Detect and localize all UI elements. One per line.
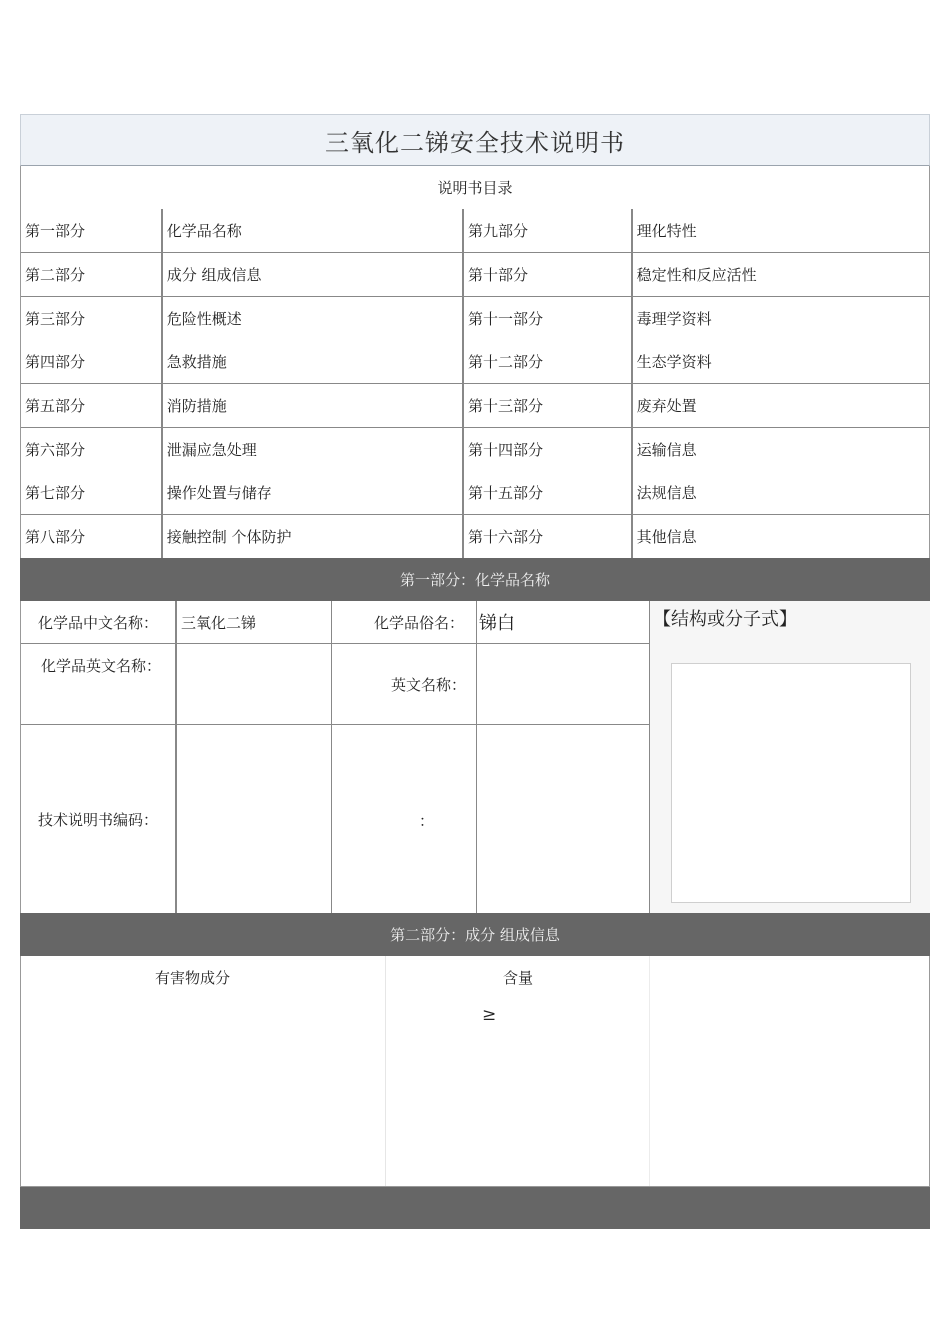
toc-part: 第七部分 xyxy=(25,484,86,502)
table-of-contents xyxy=(20,166,930,558)
toc-title: 危险性概述 xyxy=(161,297,462,340)
toc-part: 第十部分 xyxy=(462,253,631,296)
section2-table xyxy=(20,956,930,1187)
section1-heading: 第一部分：化学品名称 xyxy=(20,558,930,601)
grid-line xyxy=(175,601,177,913)
section1-table xyxy=(20,601,930,913)
toc-title: 毒理学资料 xyxy=(631,297,929,340)
toc-title: 操作处置与储存 xyxy=(161,471,462,514)
toc-title: 废弃处置 xyxy=(631,384,929,427)
toc-part: 第八部分 xyxy=(25,528,86,546)
toc-row xyxy=(21,515,929,558)
structure-label: 【结构或分子式】 xyxy=(653,609,797,630)
toc-row xyxy=(21,471,929,515)
toc-row xyxy=(21,297,929,340)
toc-title: 泄漏应急处理 xyxy=(161,428,462,471)
toc-part: 第五部分 xyxy=(25,397,86,415)
component-column-header: 有害物成分 xyxy=(155,968,231,987)
toc-title: 化学品名称 xyxy=(161,209,462,252)
grid-line xyxy=(331,601,332,913)
toc-row xyxy=(21,209,929,253)
cn-name-value: 三氧化二锑 xyxy=(181,613,257,632)
toc-title: 急救措施 xyxy=(161,340,462,383)
toc-title: 法规信息 xyxy=(631,471,929,514)
toc-title: 运输信息 xyxy=(631,428,929,471)
content-value: ≥ xyxy=(482,1005,497,1025)
toc-part: 第二部分 xyxy=(25,266,86,284)
content-column-header: 含量 xyxy=(503,968,534,987)
toc-part: 第十三部分 xyxy=(462,384,631,427)
toc-heading: 说明书目录 xyxy=(437,179,513,197)
toc-title: 其他信息 xyxy=(631,515,929,558)
document-title: 三氧化二锑安全技术说明书 xyxy=(20,114,930,166)
toc-title: 接触控制 个体防护 xyxy=(161,515,462,558)
toc-part: 第三部分 xyxy=(25,310,86,328)
toc-part: 第一部分 xyxy=(25,222,86,240)
toc-row xyxy=(21,384,929,428)
toc-row xyxy=(21,253,929,297)
toc-title: 成分 组成信息 xyxy=(161,253,462,296)
next-section-bar xyxy=(20,1187,930,1229)
section2-heading: 第二部分：成分 组成信息 xyxy=(20,913,930,956)
toc-row xyxy=(21,340,929,384)
grid-line xyxy=(649,956,650,1186)
toc-part: 第六部分 xyxy=(25,441,86,459)
toc-part: 第九部分 xyxy=(462,209,631,252)
en-name-label: 化学品英文名称： xyxy=(40,656,161,675)
toc-row xyxy=(21,428,929,471)
common-name-value: 锑白 xyxy=(479,613,515,634)
toc-title: 理化特性 xyxy=(631,209,929,252)
cn-name-label: 化学品中文名称： xyxy=(37,613,158,632)
code-colon: ： xyxy=(419,811,435,830)
toc-part: 第十五部分 xyxy=(462,471,631,514)
en-name2-label: 英文名称： xyxy=(390,675,466,694)
grid-line xyxy=(476,601,477,913)
toc-part: 第十四部分 xyxy=(462,428,631,471)
code-label: 技术说明书编码： xyxy=(37,810,158,829)
grid-line xyxy=(385,956,386,1186)
toc-title: 稳定性和反应活性 xyxy=(631,253,929,296)
toc-part: 第十一部分 xyxy=(462,297,631,340)
document xyxy=(20,114,930,1229)
toc-part: 第十二部分 xyxy=(462,340,631,383)
structure-box xyxy=(671,663,911,903)
common-name-label: 化学品俗名： xyxy=(373,613,464,632)
grid-line xyxy=(21,724,649,725)
toc-part: 第十六部分 xyxy=(462,515,631,558)
toc-part: 第四部分 xyxy=(25,353,86,371)
grid-line xyxy=(21,643,649,644)
toc-title: 消防措施 xyxy=(161,384,462,427)
toc-title: 生态学资料 xyxy=(631,340,929,383)
